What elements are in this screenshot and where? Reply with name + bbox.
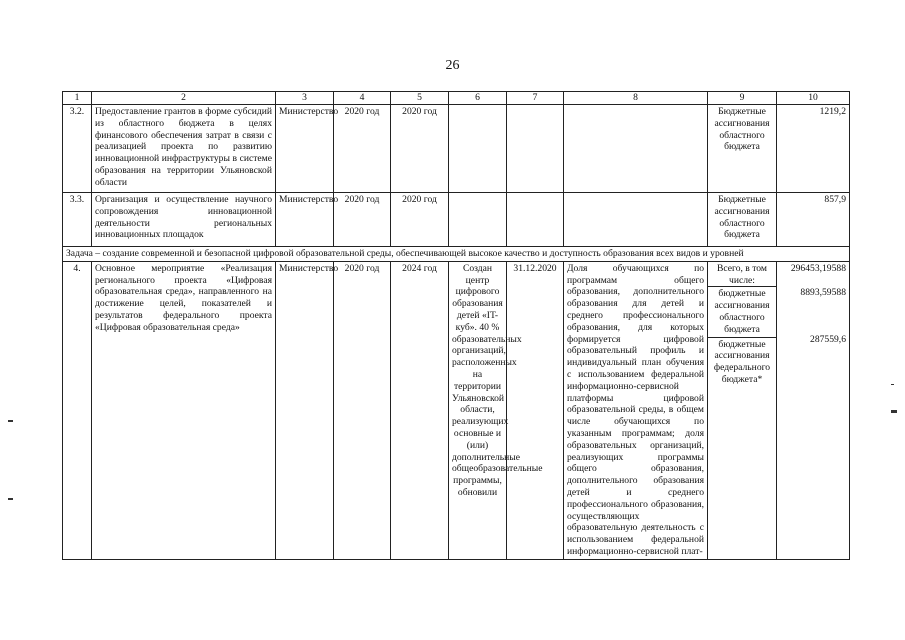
column-number: 9: [708, 92, 777, 105]
funding-amount-regional: 8893,59588: [800, 286, 846, 298]
scan-mark: [8, 420, 13, 422]
column-number: 4: [334, 92, 391, 105]
indicator: [564, 193, 708, 247]
funding-amount-federal: 287559,6: [810, 334, 846, 346]
scan-mark: [891, 384, 894, 385]
executor: Министерство: [276, 105, 334, 193]
scan-mark: [8, 498, 13, 500]
item-number: 4.: [63, 261, 92, 559]
start-year: 2020 год: [334, 261, 391, 559]
column-number: 8: [564, 92, 708, 105]
column-number-row: [63, 92, 850, 105]
funding-source: Бюджетные ассигнования областного бюджета: [708, 193, 777, 247]
funding-source: Бюджетные ассигнования областного бюджета: [708, 105, 777, 193]
funding-source-total: Всего, в том числе:: [716, 262, 767, 286]
task-text: Задача – создание современной и безопасной цифровой образовательной среды, обеспечивающей высокое качество и доступность образования всех видов и уровней: [63, 247, 850, 262]
indicator: [564, 261, 708, 559]
funding-source-regional: бюджетные ассигнования областного бюджета: [708, 286, 776, 336]
expected-result: [449, 105, 507, 193]
executor: Министерство: [276, 193, 334, 247]
executor: Министерство: [276, 261, 334, 559]
expected-result-text: Создан центр цифрового образования детей «IT-куб». 40 % образовательных организаций, расположенных на территории Ульяновской области, реализующих основные и (или) дополнительные общеобразовательные программы, обновили: [452, 262, 543, 498]
item-number: 3.2.: [63, 105, 92, 193]
funding-amount: 857,9: [777, 193, 850, 247]
column-number: 10: [777, 92, 850, 105]
measure-name: Организация и осуществление научного сопровождения инновационной деятельности региональных инновационных площадок: [92, 193, 276, 247]
column-number: 2: [92, 92, 276, 105]
start-year: 2020 год: [334, 105, 391, 193]
result-date: [507, 105, 564, 193]
funding-amounts: [777, 261, 850, 559]
table-row: [63, 105, 850, 193]
item-number: 3.3.: [63, 193, 92, 247]
end-year: 2024 год: [391, 261, 449, 559]
page-number: 26: [445, 58, 460, 73]
measure-name: Основное мероприятие «Реализация регионального проекта «Цифровая образовательная среда», направленного на достижение целей, показателей и результатов федерального проекта «Цифровая образовательная среда»: [92, 261, 276, 559]
start-year: 2020 год: [334, 193, 391, 247]
end-year: 2020 год: [391, 193, 449, 247]
table-row: [63, 261, 850, 559]
funding-amount: 1219,2: [777, 105, 850, 193]
program-table: [62, 91, 850, 560]
column-number: 5: [391, 92, 449, 105]
end-year: 2020 год: [391, 105, 449, 193]
indicator-text: Доля обучающихся по программам общего образования, дополнительного образования для детей и среднего профессионального образования, для которых формируется цифровой образовательный профиль и индивидуальный план обучения с использованием федеральной информационно-сервисной платформы цифровой образовательной среды, в общем числе обучающихся по указанным программам; доля образовательных организаций, реализующих программы общего образования, дополнительного образования детей и среднего профессионального образования, осуществляющих образовательную деятельность с использованием федеральной информационно-сервисной плат-: [567, 262, 704, 557]
funding-sources: [708, 261, 777, 559]
measure-name: Предоставление грантов в форме субсидий из областного бюджета в целях финансового обеспечения затрат в связи с реализацией проекта по развитию инновационной инфраструктуры в системе образования на территории Ульяновской области: [92, 105, 276, 193]
column-number: 6: [449, 92, 507, 105]
result-date: 31.12.2020: [507, 261, 564, 559]
scan-mark: [891, 410, 897, 413]
column-number: 7: [507, 92, 564, 105]
expected-result: [449, 193, 507, 247]
funding-amount-total: 296453,19588: [790, 262, 846, 274]
column-number: 3: [276, 92, 334, 105]
column-number: 1: [63, 92, 92, 105]
task-row: [63, 247, 850, 262]
table-row: [63, 193, 850, 247]
indicator: [564, 105, 708, 193]
result-date: [507, 193, 564, 247]
funding-source-federal: бюджетные ассигнования федерального бюджета*: [708, 337, 776, 387]
